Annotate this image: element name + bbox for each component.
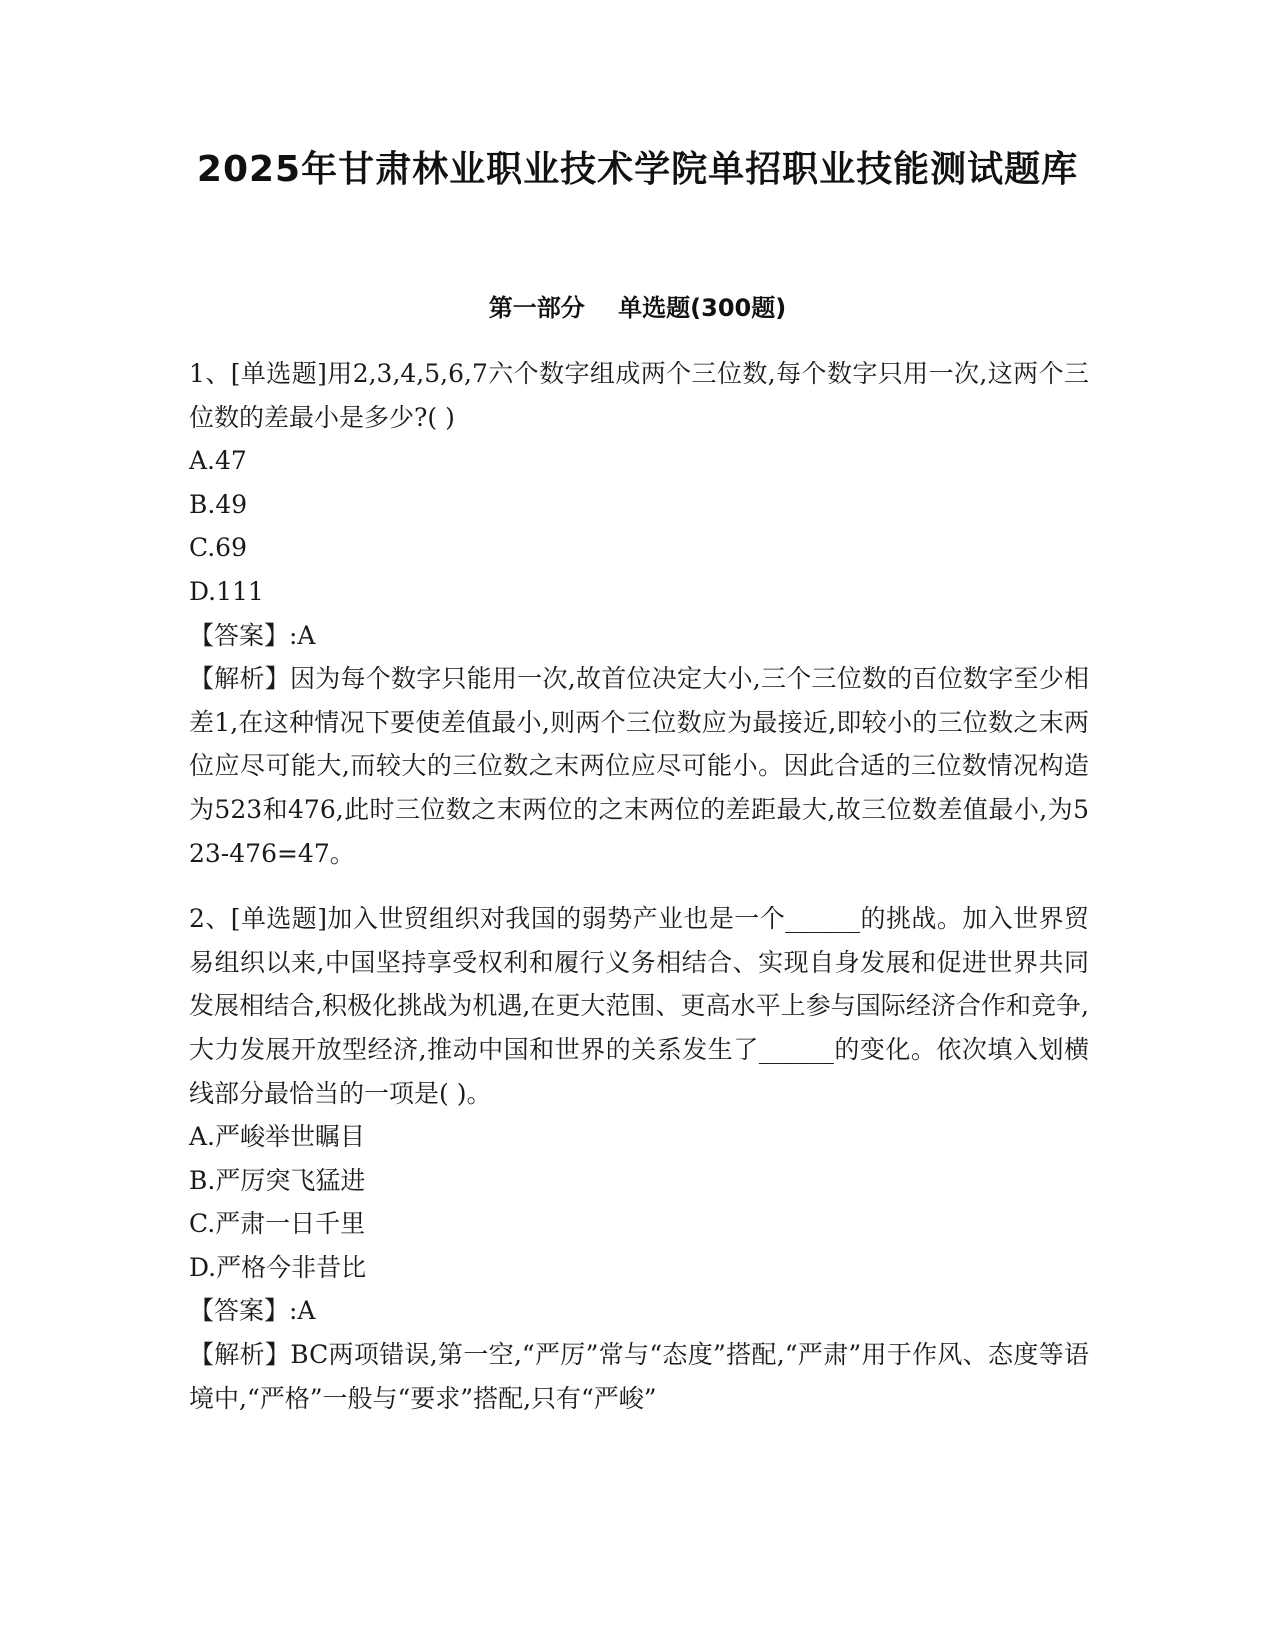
- answer-line: 【答案】:A: [189, 620, 316, 650]
- question-stem: 2、[单选题]加入世贸组织对我国的弱势产业也是一个______的挑战。加入世界贸易组织以来,中国坚持享受权利和履行义务相结合、实现自身发展和促进世界共同发展相结合,积极化挑战为机遇,在更大范围、更高水平上参与国际经济合作和竞争,大力发展开放型经济,推动中国和世界的关系发生了______的变化。依次填入划横线部分最恰当的一项是( )。: [189, 904, 1089, 1108]
- analysis-text: 【解析】BC两项错误,第一空,“严厉”常与“态度”搭配,“严肃”用于作风、态度等语境中,“严格”一般与“要求”搭配,只有“严峻”: [189, 1340, 1089, 1413]
- question-item-2: [189, 897, 1089, 1420]
- analysis-text: 【解析】因为每个数字只能用一次,故首位决定大小,三个三位数的百位数字至少相差1,在这种情况下要使差值最小,则两个三位数应为最接近,即较小的三位数之末两位应尽可能大,而较大的三位数之末两位应尽可能小。因此合适的三位数情况构造为523和476,此时三位数之末两位的之末两位的差距最大,故三位数差值最小,为523-476=47。: [189, 664, 1089, 868]
- answer-line: 【答案】:A: [189, 1296, 316, 1326]
- question-list: [189, 352, 1089, 1420]
- section-title: 第一部分 单选题(300题): [488, 294, 787, 322]
- option-a: A.严峻举世瞩目: [189, 1122, 366, 1152]
- question-stem: 1、[单选题]用2,3,4,5,6,7六个数字组成两个三位数,每个数字只用一次,这两个三位数的差最小是多少?( ): [189, 359, 1089, 432]
- option-c: C.严肃一日千里: [189, 1209, 366, 1239]
- option-c: C.69: [189, 533, 247, 563]
- option-b: B.严厉突飞猛进: [189, 1165, 366, 1195]
- option-d: D.严格今非昔比: [189, 1252, 367, 1282]
- question-item-1: [189, 352, 1089, 875]
- option-d: D.111: [189, 576, 264, 606]
- document-title: 2025年甘肃林业职业技术学院单招职业技能测试题库: [196, 149, 1079, 190]
- option-a: A.47: [189, 446, 247, 476]
- option-b: B.49: [189, 489, 248, 519]
